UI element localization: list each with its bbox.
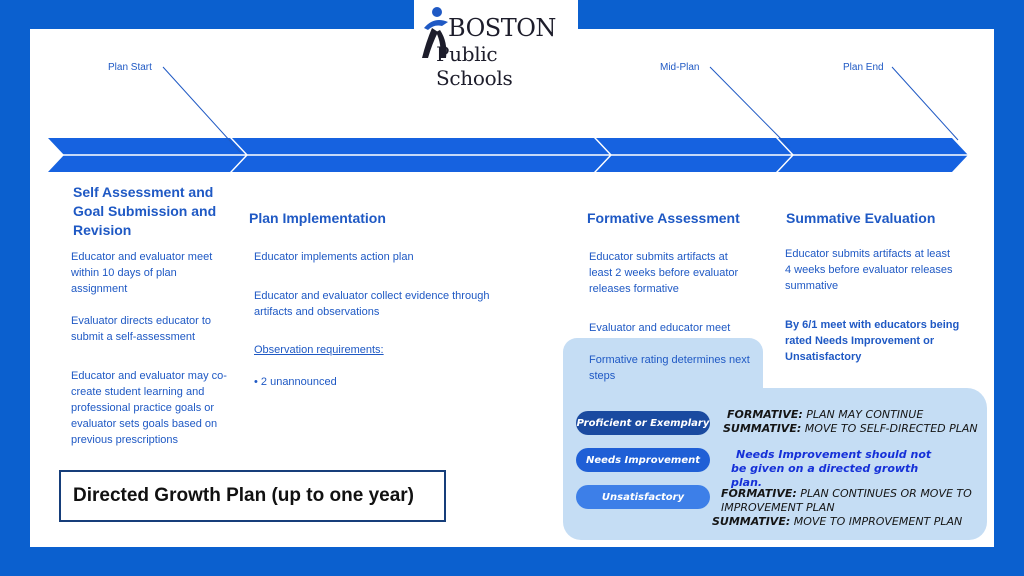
pointer-mid-plan (710, 67, 790, 148)
milestone-mid-plan: Mid-Plan (660, 62, 700, 73)
formative-key: FORMATIVE: (721, 487, 797, 500)
needs-improvement-note: Needs Improvement should not be given on a directed growth plan. (731, 448, 932, 489)
formative-outcome: PLAN MAY CONTINUE (806, 408, 924, 421)
plan-title: Directed Growth Plan (up to one year) (73, 485, 414, 506)
phase-1-item: Educator and evaluator meet within 10 days of plan assignment (71, 251, 213, 295)
phase-2-item: Educator and evaluator collect evidence through artifacts and observations (254, 290, 490, 318)
pointer-plan-end (892, 67, 958, 140)
phase-1-item: Educator and evaluator may co-create student learning and professional practice goals or evaluator sets goals based on previous prescriptions (71, 370, 227, 446)
phase-3-item: Formative rating determines next steps (589, 354, 750, 382)
milestone-plan-start: Plan Start (108, 62, 152, 73)
formative-key: FORMATIVE: (727, 408, 803, 421)
rating-pill-unsatisfactory: Unsatisfactory (576, 485, 710, 509)
summative-outcome: MOVE TO SELF-DIRECTED PLAN (804, 422, 978, 435)
phase-1-item: Evaluator directs educator to submit a self-assessment (71, 315, 212, 343)
summative-key: SUMMATIVE: (723, 422, 802, 435)
observation-requirements-label: Observation requirements: (254, 344, 384, 356)
phase-4-item: Educator submits artifacts at least 4 weeks before evaluator releases summative (785, 248, 953, 292)
phase-4-item: By 6/1 meet with educators being rated Needs Improvement or Unsatisfactory (785, 319, 960, 363)
plan-title-box (59, 470, 446, 522)
phase-1-title: Self Assessment and Goal Submission and Revision (73, 184, 217, 238)
phase-3-item: Educator submits artifacts at least 2 weeks before evaluator releases formative (589, 251, 739, 295)
timeline (0, 0, 1024, 200)
phase-2-item: Educator implements action plan (254, 251, 414, 263)
logo-line-2: Public Schools (436, 42, 513, 90)
rating-pill-proficient: Proficient or Exemplary (576, 411, 710, 435)
rating-outcome-unsatisfactory (712, 487, 985, 529)
summative-key: SUMMATIVE: (712, 515, 791, 528)
formative-outcome: PLAN CONTINUES OR MOVE TO IMPROVEMENT PLAN (721, 487, 972, 514)
rating-outcome-proficient (723, 408, 983, 436)
milestone-plan-end: Plan End (843, 62, 884, 73)
phase-2-title: Plan Implementation (249, 210, 386, 226)
phase-4-title: Summative Evaluation (786, 210, 936, 226)
phase-3-item: Evaluator and educator meet (589, 322, 731, 334)
logo-line-1: BOSTON (448, 14, 556, 42)
summative-outcome: MOVE TO IMPROVEMENT PLAN (793, 515, 963, 528)
rating-pill-needs-improvement: Needs Improvement (576, 448, 710, 472)
observation-requirement-item: • 2 unannounced (254, 376, 337, 388)
phase-3-title: Formative Assessment (587, 210, 740, 226)
